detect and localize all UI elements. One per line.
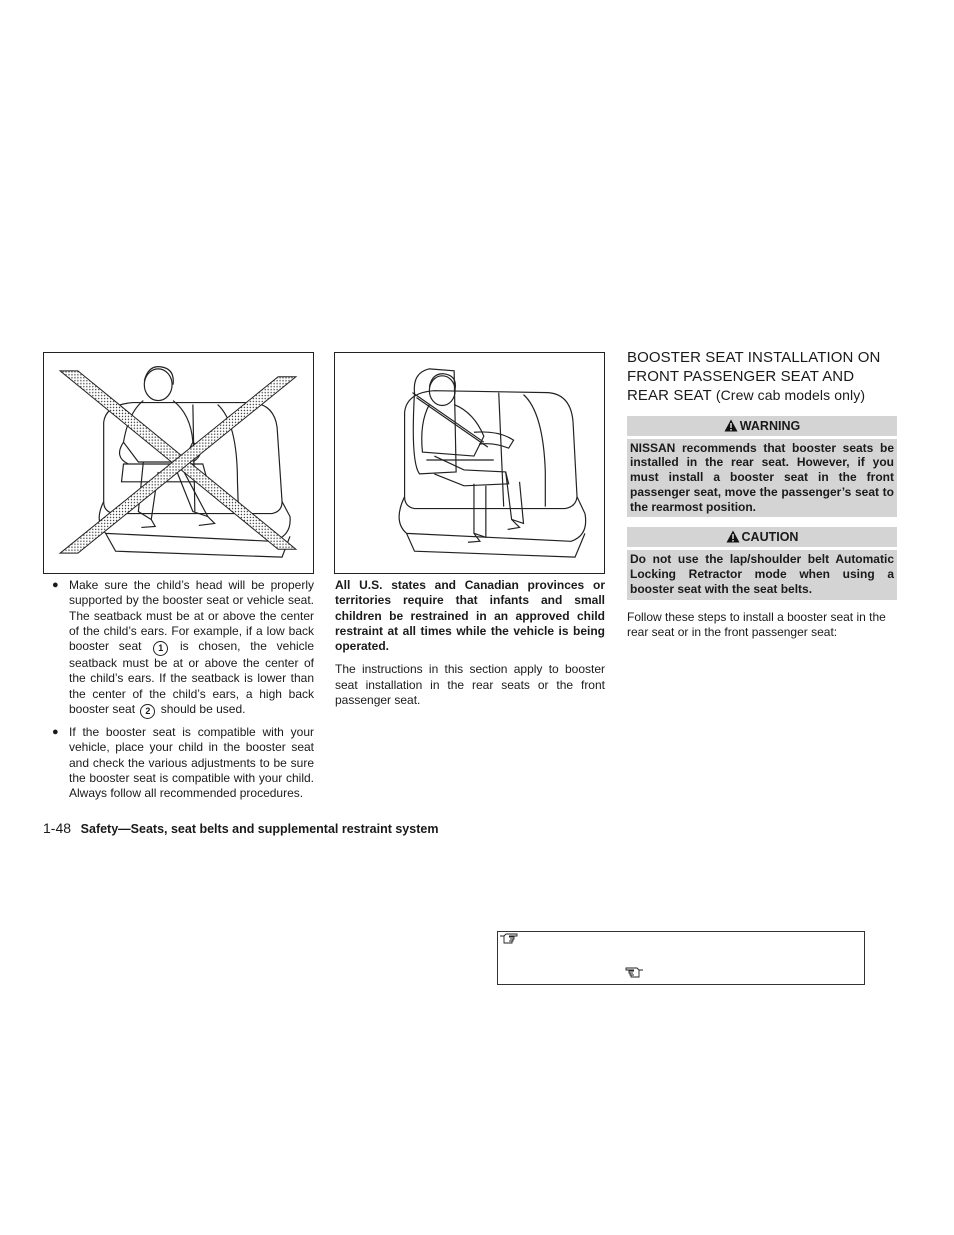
warning-triangle-icon — [726, 530, 740, 543]
reference-box — [497, 931, 865, 985]
pointing-hand-icon — [499, 933, 519, 945]
section-heading-main: BOOSTER SEAT INSTALLATION ON FRONT PASSENGER SEAT AND REAR SEAT — [627, 349, 881, 404]
caution-box — [627, 527, 897, 599]
bullet-icon: ● — [52, 579, 59, 591]
child-booster-seat-illustration — [335, 353, 604, 573]
warning-box — [627, 416, 897, 518]
section-heading-sub: (Crew cab models only) — [715, 387, 866, 403]
warning-triangle-icon — [724, 419, 738, 432]
page-number: 1-48 — [43, 820, 72, 836]
warning-title: WARNING — [739, 418, 801, 433]
legal-requirement-paragraph: All U.S. states and Canadian provinces or territories require that infants and small children be restrained in an approved child restraint at all times while the vehicle is being operated. — [335, 578, 605, 654]
chapter-title: Safety—Seats, seat belts and supplemental restraint system — [80, 822, 439, 836]
bullet-item-head-support — [43, 578, 314, 719]
bullet-text: If the booster seat is compatible with your vehicle, place your child in the booster seat and check the various adjustments to be sure the booster seat is compatible with your child. Always follow all recommended procedures. — [69, 725, 314, 801]
warning-text: NISSAN recommends that booster seats be installed in the rear seat. However, if you must install a booster seat in the front passenger seat, move the passenger’s seat to the rearmost position. — [627, 439, 897, 518]
callout-number-icon: 1 — [153, 641, 168, 656]
page-footer — [43, 820, 438, 836]
steps-intro-paragraph: Follow these steps to install a booster seat in the rear seat or in the front passenger seat: — [627, 609, 886, 640]
instructions-scope-paragraph: The instructions in this section apply to booster seat installation in the rear seats or the front passenger seat. — [335, 662, 605, 708]
warning-header — [627, 416, 897, 436]
caution-title: CAUTION — [741, 530, 799, 545]
left-text-column — [43, 578, 314, 808]
bullet-text-part: is chosen, the vehicle seatback must be at or above the center of the child’s ears. If the seatback is lower than the center of the child’s ears, a high back booster seat — [69, 639, 314, 717]
section-heading — [627, 349, 897, 406]
bullet-list — [43, 578, 314, 802]
caution-header — [627, 527, 897, 547]
right-text-column — [627, 349, 897, 648]
child-booster-seat-crossed-illustration — [44, 353, 313, 573]
bullet-text-part: Make sure the child’s head will be properly supported by the booster seat or vehicle seat. The seatback must be at or above the center of the child’s ears. For example, if a low back booster seat — [69, 578, 314, 654]
bullet-item-compatibility — [43, 725, 314, 801]
bullet-icon: ● — [52, 726, 59, 739]
middle-text-column — [335, 578, 605, 716]
callout-number-icon: 2 — [140, 704, 155, 719]
pointing-hand-icon — [624, 967, 644, 979]
figure-booster-seat-incorrect — [43, 352, 314, 574]
caution-text: Do not use the lap/shoulder belt Automatic Locking Retractor mode when using a booster seat with the seat belts. — [627, 550, 897, 599]
figure-booster-seat-correct — [334, 352, 605, 574]
bullet-text-part: should be used. — [160, 702, 246, 717]
